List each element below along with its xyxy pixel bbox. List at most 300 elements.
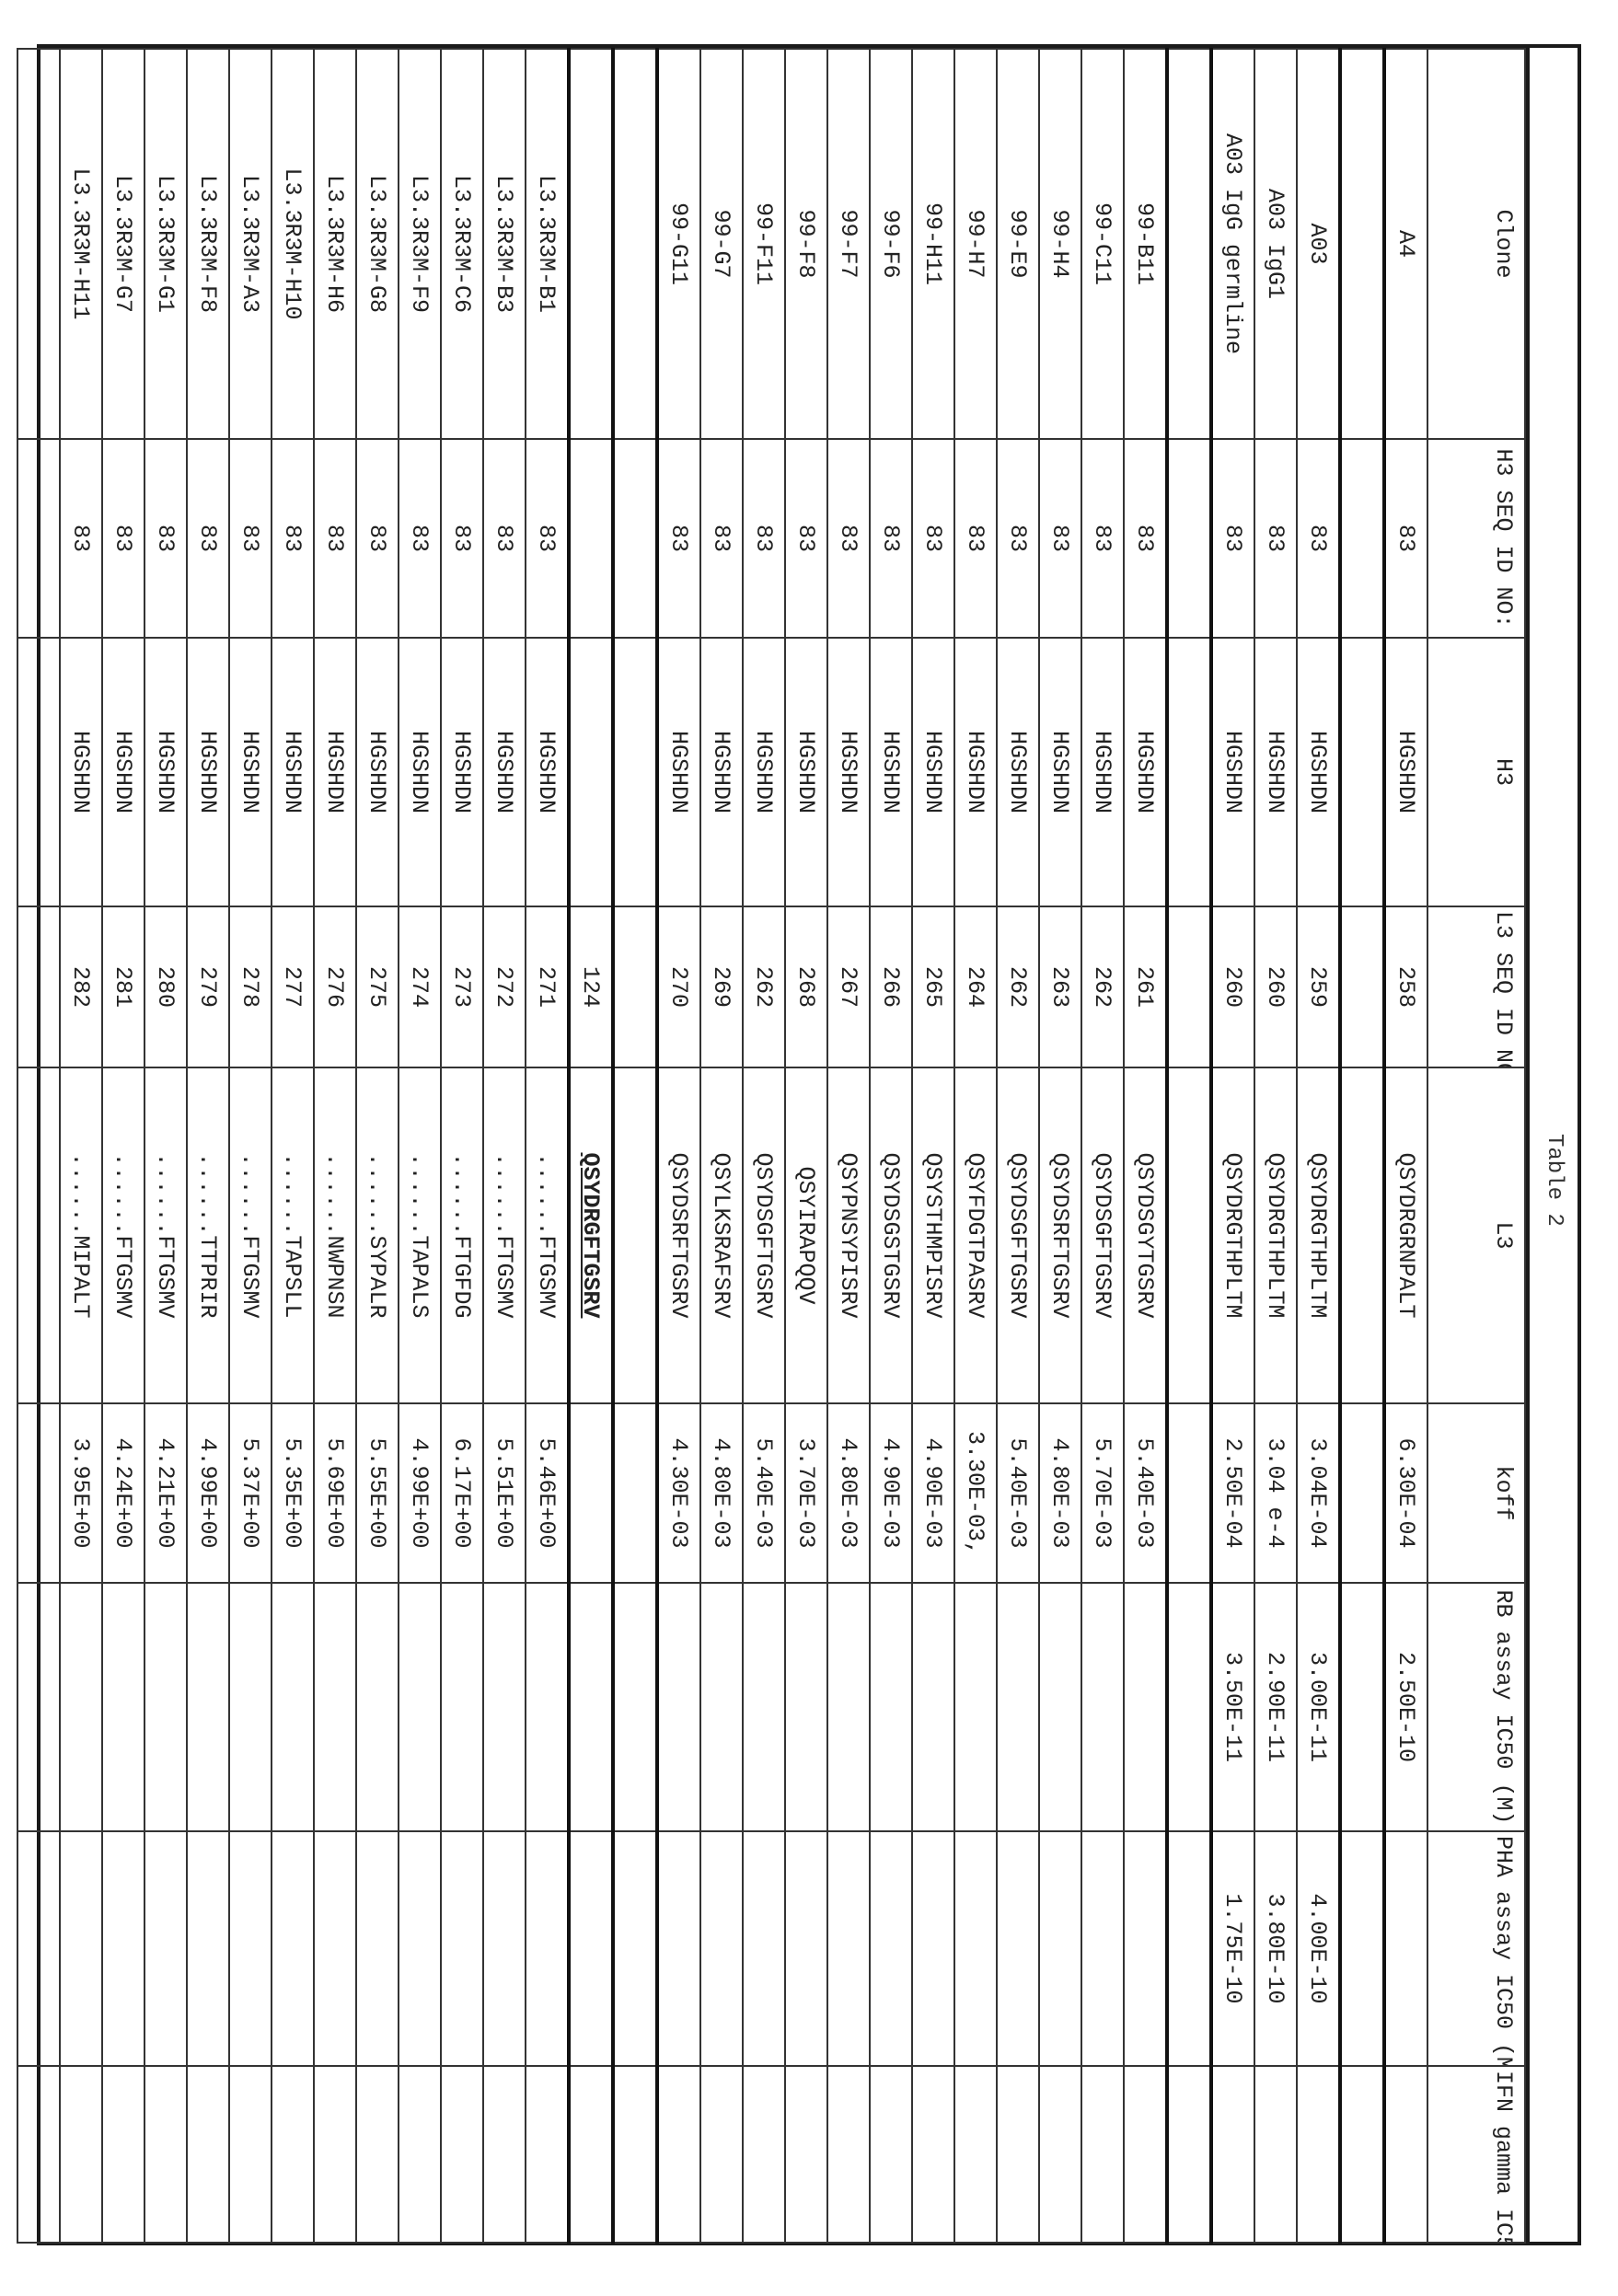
cell-koff: 5.40E-03 (743, 1403, 785, 1583)
cell-l3: QSYLKSRAFSRV (700, 1067, 743, 1403)
cell-koff: 4.24E+00 (102, 1403, 144, 1583)
cell-h3-seq-id: 83 (743, 439, 785, 638)
cell-l3-seq-id: 271 (526, 906, 569, 1067)
cell-h3 (17, 638, 60, 906)
cell-h3-seq-id: 83 (60, 439, 102, 638)
cell-koff: 2.50E-04 (1211, 1403, 1254, 1583)
cell-l3: QSYDSGYTGSRV (1124, 1067, 1167, 1403)
cell-h3-seq-id (17, 439, 60, 638)
cell-koff: 5.40E-03 (1124, 1403, 1167, 1583)
cell-pha-ic50 (17, 1831, 60, 2066)
cell-h3-seq-id: 83 (785, 439, 827, 638)
cell-pha-ic50 (954, 1831, 997, 2066)
column-header-clone: Clone (1427, 49, 1525, 439)
cell-h3: HGSHDN (1384, 638, 1427, 906)
cell-l3: ......FTGSMV (483, 1067, 526, 1403)
cell-rb-ic50 (613, 1583, 657, 1831)
cell-rb-ic50 (483, 1583, 526, 1831)
cell-pha-ic50 (743, 1831, 785, 2066)
table-row (102, 49, 144, 2243)
cell-h3: HGSHDN (229, 638, 272, 906)
table-row (613, 49, 657, 2243)
cell-koff: 4.99E+00 (399, 1403, 441, 1583)
cell-koff: 5.35E+00 (272, 1403, 314, 1583)
table-row (1340, 49, 1384, 2243)
table-row (1297, 49, 1340, 2243)
cell-ifn-ic50 (1039, 2066, 1081, 2243)
table-row (785, 49, 827, 2243)
cell-clone: 99-H11 (912, 49, 954, 439)
cell-h3: HGSHDN (1211, 638, 1254, 906)
cell-clone: 99-F11 (743, 49, 785, 439)
cell-pha-ic50 (1081, 1831, 1124, 2066)
cell-l3-seq-id: 281 (102, 906, 144, 1067)
cell-clone: L3.3R3M-G8 (356, 49, 399, 439)
cell-pha-ic50 (912, 1831, 954, 2066)
cell-pha-ic50: 1.75E-10 (1211, 1831, 1254, 2066)
cell-l3-seq-id: 262 (743, 906, 785, 1067)
cell-h3-seq-id: 83 (441, 439, 483, 638)
cell-h3-seq-id: 83 (1124, 439, 1167, 638)
table-row (229, 49, 272, 2243)
cell-rb-ic50 (1124, 1583, 1167, 1831)
cell-pha-ic50 (613, 1831, 657, 2066)
cell-clone: L3.3R3M-H10 (272, 49, 314, 439)
cell-clone: L3.3R3M-H11 (60, 49, 102, 439)
cell-h3: HGSHDN (912, 638, 954, 906)
cell-h3-seq-id: 83 (526, 439, 569, 638)
column-header-h3-seq-id: H3 SEQ ID NO: (1427, 439, 1525, 638)
table-row (272, 49, 314, 2243)
cell-koff (1167, 1403, 1211, 1583)
cell-ifn-ic50 (314, 2066, 356, 2243)
cell-l3-seq-id: 260 (1254, 906, 1297, 1067)
cell-rb-ic50 (785, 1583, 827, 1831)
cell-ifn-ic50 (187, 2066, 229, 2243)
cell-koff: 4.30E-03 (657, 1403, 700, 1583)
cell-pha-ic50 (441, 1831, 483, 2066)
cell-pha-ic50: 3.80E-10 (1254, 1831, 1297, 2066)
cell-pha-ic50 (60, 1831, 102, 2066)
table-row (1167, 49, 1211, 2243)
table-row (827, 49, 870, 2243)
cell-h3: HGSHDN (272, 638, 314, 906)
cell-h3-seq-id (1167, 439, 1211, 638)
cell-pha-ic50 (870, 1831, 912, 2066)
table-2 (37, 44, 1581, 2245)
cell-clone (1340, 49, 1384, 439)
cell-l3: QSYDRGTHPLTM (1297, 1067, 1340, 1403)
cell-rb-ic50 (60, 1583, 102, 1831)
cell-clone: L3.3R3M-G7 (102, 49, 144, 439)
cell-l3-seq-id: 275 (356, 906, 399, 1067)
cell-rb-ic50 (144, 1583, 187, 1831)
cell-h3-seq-id: 83 (314, 439, 356, 638)
cell-ifn-ic50 (569, 2066, 613, 2243)
cell-h3: HGSHDN (1297, 638, 1340, 906)
cell-koff: 3.95E+00 (60, 1403, 102, 1583)
cell-ifn-ic50 (613, 2066, 657, 2243)
cell-h3-seq-id: 83 (102, 439, 144, 638)
cell-rb-ic50: 2.90E-11 (1254, 1583, 1297, 1831)
cell-ifn-ic50 (526, 2066, 569, 2243)
cell-h3: HGSHDN (441, 638, 483, 906)
table-row (314, 49, 356, 2243)
cell-l3-seq-id: 282 (60, 906, 102, 1067)
cell-pha-ic50 (483, 1831, 526, 2066)
cell-koff: 4.80E-03 (700, 1403, 743, 1583)
table-title: Table 2 (1542, 1134, 1566, 1227)
table-row (954, 49, 997, 2243)
cell-koff: 5.40E-03 (997, 1403, 1039, 1583)
cell-h3: HGSHDN (102, 638, 144, 906)
cell-rb-ic50 (569, 1583, 613, 1831)
table-row (60, 49, 102, 2243)
cell-clone: L3.3R3M-G1 (144, 49, 187, 439)
cell-clone: 99-F7 (827, 49, 870, 439)
cell-h3: HGSHDN (743, 638, 785, 906)
cell-rb-ic50 (954, 1583, 997, 1831)
cell-koff: 4.90E-03 (912, 1403, 954, 1583)
cell-l3-seq-id: 280 (144, 906, 187, 1067)
cell-h3 (1340, 638, 1384, 906)
cell-koff: 4.90E-03 (870, 1403, 912, 1583)
cell-pha-ic50 (827, 1831, 870, 2066)
cell-rb-ic50 (743, 1583, 785, 1831)
cell-koff: 6.30E-04 (1384, 1403, 1427, 1583)
cell-h3-seq-id (1340, 439, 1384, 638)
cell-l3-seq-id: 274 (399, 906, 441, 1067)
cell-rb-ic50 (827, 1583, 870, 1831)
cell-clone (17, 49, 60, 439)
cell-rb-ic50 (17, 1583, 60, 1831)
cell-ifn-ic50 (229, 2066, 272, 2243)
cell-h3-seq-id (569, 439, 613, 638)
cell-koff: 3.04 e-4 (1254, 1403, 1297, 1583)
cell-h3-seq-id: 83 (657, 439, 700, 638)
column-header-pha-ic50: PHA assay IC50 (M) (1427, 1831, 1525, 2066)
cell-h3-seq-id: 83 (229, 439, 272, 638)
cell-rb-ic50 (356, 1583, 399, 1831)
cell-h3: HGSHDN (1039, 638, 1081, 906)
cell-h3-seq-id: 83 (483, 439, 526, 638)
cell-koff (1340, 1403, 1384, 1583)
cell-rb-ic50 (700, 1583, 743, 1831)
cell-pha-ic50 (1039, 1831, 1081, 2066)
cell-pha-ic50 (102, 1831, 144, 2066)
cell-h3 (1167, 638, 1211, 906)
cell-ifn-ic50 (17, 2066, 60, 2243)
cell-ifn-ic50 (1167, 2066, 1211, 2243)
cell-h3: HGSHDN (314, 638, 356, 906)
cell-l3-seq-id: 258 (1384, 906, 1427, 1067)
cell-l3: ......TAPALS (399, 1067, 441, 1403)
cell-clone: A03 IgG germline (1211, 49, 1254, 439)
column-header-h3: H3 (1427, 638, 1525, 906)
cell-h3: HGSHDN (144, 638, 187, 906)
cell-koff: 4.80E-03 (827, 1403, 870, 1583)
cell-clone (613, 49, 657, 439)
cell-rb-ic50 (657, 1583, 700, 1831)
cell-koff: 5.51E+00 (483, 1403, 526, 1583)
cell-ifn-ic50 (1340, 2066, 1384, 2243)
cell-ifn-ic50 (1384, 2066, 1427, 2243)
table-row (997, 49, 1039, 2243)
cell-l3: QSYDSGFTGSRV (1081, 1067, 1124, 1403)
cell-l3 (17, 1067, 60, 1403)
cell-ifn-ic50 (827, 2066, 870, 2243)
cell-h3-seq-id: 83 (272, 439, 314, 638)
cell-h3: HGSHDN (870, 638, 912, 906)
cell-rb-ic50 (912, 1583, 954, 1831)
cell-clone: A03 IgG1 (1254, 49, 1297, 439)
cell-l3-seq-id: 276 (314, 906, 356, 1067)
cell-clone: L3.3R3M-H6 (314, 49, 356, 439)
cell-ifn-ic50 (785, 2066, 827, 2243)
cell-rb-ic50 (441, 1583, 483, 1831)
cell-pha-ic50 (399, 1831, 441, 2066)
cell-pha-ic50 (569, 1831, 613, 2066)
cell-koff: 5.55E+00 (356, 1403, 399, 1583)
cell-h3: HGSHDN (700, 638, 743, 906)
cell-clone: A4 (1384, 49, 1427, 439)
cell-ifn-ic50 (60, 2066, 102, 2243)
cell-ifn-ic50 (1297, 2066, 1340, 2243)
cell-koff (613, 1403, 657, 1583)
cell-l3: QSYDRGTHPLTM (1211, 1067, 1254, 1403)
column-header-ifn-ic50: IFN gamma IC50 (M) (1427, 2066, 1525, 2243)
cell-l3-seq-id: 264 (954, 906, 997, 1067)
cell-koff: 4.21E+00 (144, 1403, 187, 1583)
cell-h3-seq-id (613, 439, 657, 638)
cell-l3-seq-id: 261 (1124, 906, 1167, 1067)
cell-clone (569, 49, 613, 439)
cell-ifn-ic50 (870, 2066, 912, 2243)
cell-l3: ......FTGSMV (526, 1067, 569, 1403)
cell-h3-seq-id: 83 (187, 439, 229, 638)
cell-h3-seq-id: 83 (1039, 439, 1081, 638)
cell-l3: QSYDRGRNPALT (1384, 1067, 1427, 1403)
table-title-row (1526, 48, 1578, 2242)
table-row (657, 49, 700, 2243)
cell-l3: ......TTPRIR (187, 1067, 229, 1403)
cell-clone: 99-B11 (1124, 49, 1167, 439)
cell-rb-ic50 (997, 1583, 1039, 1831)
cell-l3: ......FTGFDG (441, 1067, 483, 1403)
data-table (17, 48, 1526, 2244)
table-row (399, 49, 441, 2243)
cell-l3-seq-id: 273 (441, 906, 483, 1067)
cell-h3-seq-id: 83 (356, 439, 399, 638)
cell-h3: HGSHDN (483, 638, 526, 906)
cell-koff (569, 1403, 613, 1583)
cell-pha-ic50 (1340, 1831, 1384, 2066)
column-header-l3: L3 (1427, 1067, 1525, 1403)
table-row (17, 49, 60, 2243)
table-row (700, 49, 743, 2243)
cell-l3-seq-id (17, 906, 60, 1067)
table-row (356, 49, 399, 2243)
cell-rb-ic50 (1081, 1583, 1124, 1831)
column-header-l3-seq-id: L3 SEQ ID NO: (1427, 906, 1525, 1067)
cell-l3-seq-id: 272 (483, 906, 526, 1067)
cell-clone: L3.3R3M-B1 (526, 49, 569, 439)
cell-ifn-ic50 (272, 2066, 314, 2243)
cell-h3: HGSHDN (187, 638, 229, 906)
cell-pha-ic50 (1167, 1831, 1211, 2066)
cell-koff: 3.04E-04 (1297, 1403, 1340, 1583)
cell-h3-seq-id: 83 (144, 439, 187, 638)
cell-h3-seq-id: 83 (700, 439, 743, 638)
cell-ifn-ic50 (700, 2066, 743, 2243)
table-row (441, 49, 483, 2243)
cell-l3: QSYDRGTHPLTM (1254, 1067, 1297, 1403)
cell-h3-seq-id: 83 (870, 439, 912, 638)
cell-ifn-ic50 (102, 2066, 144, 2243)
cell-clone: A03 (1297, 49, 1340, 439)
column-header-koff: koff (1427, 1403, 1525, 1583)
cell-l3 (1340, 1067, 1384, 1403)
cell-h3-seq-id: 83 (399, 439, 441, 638)
table-row (1081, 49, 1124, 2243)
cell-h3-seq-id: 83 (1211, 439, 1254, 638)
cell-h3-seq-id: 83 (997, 439, 1039, 638)
cell-ifn-ic50 (441, 2066, 483, 2243)
cell-l3: QSYDSGSTGSRV (870, 1067, 912, 1403)
cell-pha-ic50 (785, 1831, 827, 2066)
cell-h3: HGSHDN (997, 638, 1039, 906)
cell-l3: QSYDRGFTGSRV (569, 1067, 613, 1403)
cell-clone: 99-H7 (954, 49, 997, 439)
cell-h3: HGSHDN (827, 638, 870, 906)
cell-ifn-ic50 (144, 2066, 187, 2243)
cell-h3: HGSHDN (1124, 638, 1167, 906)
cell-pha-ic50 (1124, 1831, 1167, 2066)
cell-l3-seq-id: 277 (272, 906, 314, 1067)
cell-l3: QSYDSGFTGSRV (743, 1067, 785, 1403)
cell-h3: HGSHDN (657, 638, 700, 906)
cell-rb-ic50 (314, 1583, 356, 1831)
cell-l3: ......TAPSLL (272, 1067, 314, 1403)
table-row (483, 49, 526, 2243)
cell-l3: QSYIRAPQQV (785, 1067, 827, 1403)
table-row (743, 49, 785, 2243)
cell-h3: HGSHDN (1081, 638, 1124, 906)
cell-h3: HGSHDN (60, 638, 102, 906)
cell-l3 (1167, 1067, 1211, 1403)
cell-h3-seq-id: 83 (827, 439, 870, 638)
cell-koff: 3.70E-03 (785, 1403, 827, 1583)
cell-l3-seq-id: 265 (912, 906, 954, 1067)
cell-clone: 99-F6 (870, 49, 912, 439)
cell-rb-ic50 (1340, 1583, 1384, 1831)
cell-rb-ic50 (102, 1583, 144, 1831)
table-row (569, 49, 613, 2243)
cell-h3: HGSHDN (399, 638, 441, 906)
cell-ifn-ic50 (997, 2066, 1039, 2243)
cell-l3-seq-id: 263 (1039, 906, 1081, 1067)
cell-clone: 99-H4 (1039, 49, 1081, 439)
cell-ifn-ic50 (912, 2066, 954, 2243)
cell-clone: 99-F8 (785, 49, 827, 439)
cell-h3: HGSHDN (356, 638, 399, 906)
cell-ifn-ic50 (483, 2066, 526, 2243)
cell-rb-ic50 (1039, 1583, 1081, 1831)
cell-l3-seq-id: 268 (785, 906, 827, 1067)
cell-rb-ic50 (187, 1583, 229, 1831)
cell-h3: HGSHDN (785, 638, 827, 906)
cell-pha-ic50 (272, 1831, 314, 2066)
table-row (1384, 49, 1427, 2243)
cell-clone: L3.3R3M-F8 (187, 49, 229, 439)
cell-clone: L3.3R3M-F9 (399, 49, 441, 439)
cell-koff: 5.37E+00 (229, 1403, 272, 1583)
cell-l3: QSYSTHMPISRV (912, 1067, 954, 1403)
cell-h3: HGSHDN (954, 638, 997, 906)
cell-l3: QSYDSRFTGSRV (657, 1067, 700, 1403)
cell-ifn-ic50 (1081, 2066, 1124, 2243)
cell-pha-ic50 (144, 1831, 187, 2066)
cell-rb-ic50 (526, 1583, 569, 1831)
cell-l3-seq-id: 262 (1081, 906, 1124, 1067)
cell-l3-seq-id: 262 (997, 906, 1039, 1067)
cell-ifn-ic50 (657, 2066, 700, 2243)
cell-clone: 99-C11 (1081, 49, 1124, 439)
rotated-page (0, 0, 1618, 2296)
cell-pha-ic50 (526, 1831, 569, 2066)
cell-l3-seq-id (1340, 906, 1384, 1067)
cell-ifn-ic50 (1124, 2066, 1167, 2243)
cell-h3 (569, 638, 613, 906)
cell-koff: 5.70E-03 (1081, 1403, 1124, 1583)
cell-l3 (613, 1067, 657, 1403)
cell-l3-seq-id: 124 (569, 906, 613, 1067)
table-row (187, 49, 229, 2243)
cell-pha-ic50: 4.00E-10 (1297, 1831, 1340, 2066)
cell-h3: HGSHDN (1254, 638, 1297, 906)
cell-l3: ......FTGSMV (144, 1067, 187, 1403)
cell-h3: HGSHDN (526, 638, 569, 906)
cell-koff (17, 1403, 60, 1583)
cell-l3: ......MIPALT (60, 1067, 102, 1403)
cell-pha-ic50 (356, 1831, 399, 2066)
cell-ifn-ic50 (1254, 2066, 1297, 2243)
header-row (1427, 49, 1525, 2243)
cell-l3-seq-id: 269 (700, 906, 743, 1067)
cell-koff: 4.80E-03 (1039, 1403, 1081, 1583)
cell-h3 (613, 638, 657, 906)
cell-l3: ......FTGSMV (229, 1067, 272, 1403)
table-row (912, 49, 954, 2243)
cell-l3-seq-id (613, 906, 657, 1067)
cell-clone (1167, 49, 1211, 439)
table-row (1039, 49, 1081, 2243)
cell-l3-seq-id: 260 (1211, 906, 1254, 1067)
cell-pha-ic50 (314, 1831, 356, 2066)
cell-rb-ic50 (870, 1583, 912, 1831)
table-row (870, 49, 912, 2243)
cell-clone: L3.3R3M-B3 (483, 49, 526, 439)
cell-pha-ic50 (187, 1831, 229, 2066)
cell-pha-ic50 (700, 1831, 743, 2066)
table-row (526, 49, 569, 2243)
cell-l3-seq-id: 279 (187, 906, 229, 1067)
cell-koff: 6.17E+00 (441, 1403, 483, 1583)
cell-rb-ic50 (229, 1583, 272, 1831)
cell-clone: L3.3R3M-C6 (441, 49, 483, 439)
cell-pha-ic50 (657, 1831, 700, 2066)
cell-ifn-ic50 (399, 2066, 441, 2243)
